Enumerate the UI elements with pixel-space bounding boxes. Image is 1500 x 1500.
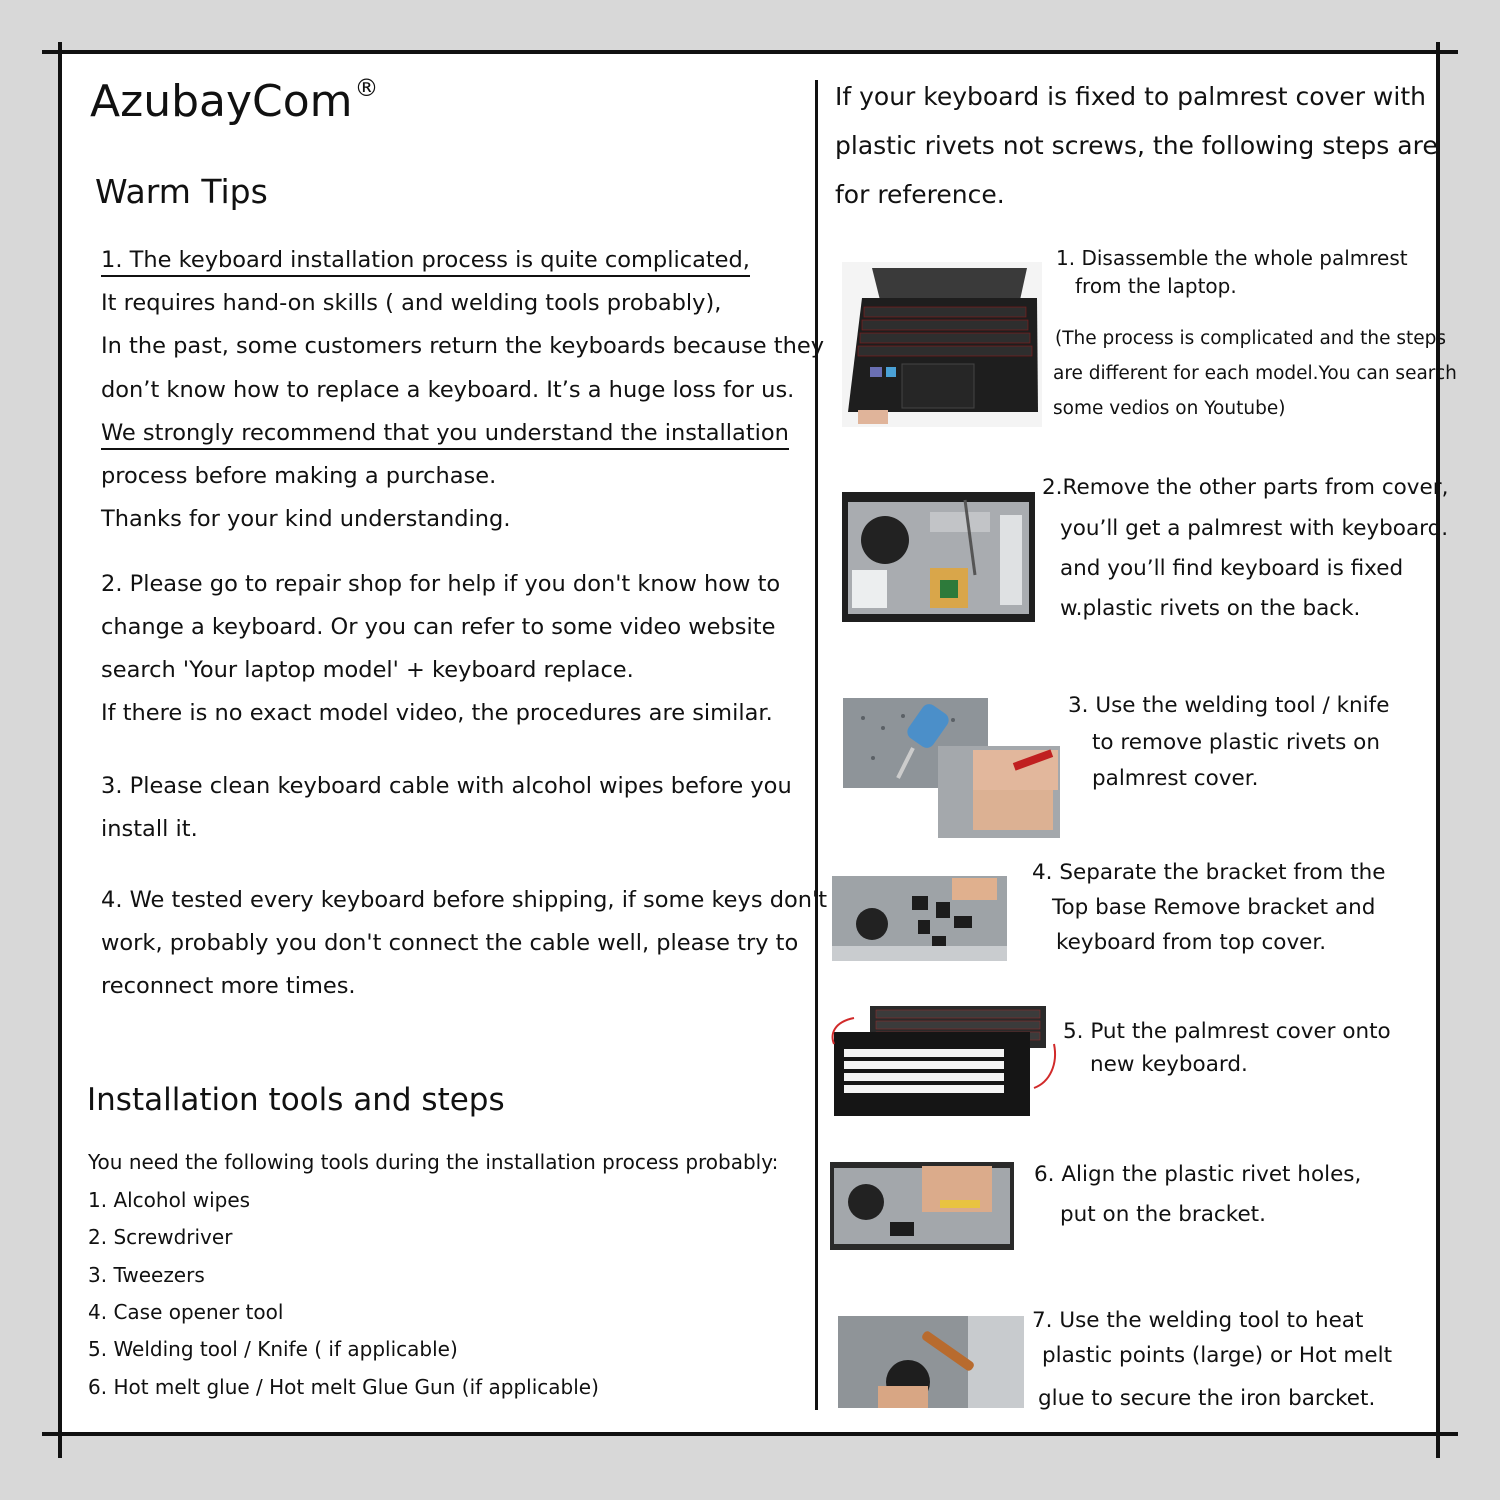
step3-line: palmrest cover.	[1092, 766, 1259, 791]
tip3-line: 3. Please clean keyboard cable with alcohol wipes before you	[101, 773, 792, 799]
tip2-line: 2. Please go to repair shop for help if you don't know how to	[101, 571, 781, 597]
rivets-intro-line: for reference.	[835, 180, 1005, 209]
tip3-line: install it.	[101, 816, 198, 842]
tip1-line: It requires hand-on skills ( and welding tools probably),	[101, 290, 722, 316]
tip1-line: Thanks for your kind understanding.	[101, 506, 511, 532]
bracket-photo	[832, 876, 1007, 961]
step7-line: glue to secure the iron barcket.	[1038, 1386, 1376, 1411]
step6-line: 6. Align the plastic rivet holes,	[1034, 1162, 1362, 1187]
frame-top	[42, 50, 1458, 54]
step5-line: 5. Put the palmrest cover onto	[1063, 1019, 1391, 1044]
tool-item: 6. Hot melt glue / Hot melt Glue Gun (if applicable)	[88, 1375, 599, 1399]
step2-line: 2.Remove the other parts from cover,	[1042, 475, 1449, 500]
step1-note-line: some vedios on Youtube)	[1053, 398, 1286, 419]
step3-line: 3. Use the welding tool / knife	[1068, 693, 1390, 718]
step1-note-line: are different for each model.You can search	[1053, 363, 1457, 384]
tip2-line: change a keyboard. Or you can refer to some video website	[101, 614, 776, 640]
step6-line: put on the bracket.	[1060, 1202, 1266, 1227]
step5-line: new keyboard.	[1090, 1052, 1248, 1077]
tip4-line: work, probably you don't connect the cable well, please try to	[101, 930, 799, 956]
tip1-line: We strongly recommend that you understand the installation	[101, 420, 789, 446]
brand-logo: AzubayCom®	[90, 74, 379, 127]
tool-item: 1. Alcohol wipes	[88, 1188, 251, 1212]
warm-tips-title: Warm Tips	[95, 172, 268, 211]
step2-line: w.plastic rivets on the back.	[1060, 596, 1361, 621]
tip1-line: In the past, some customers return the keyboards because they	[101, 333, 825, 359]
tip1-line: don’t know how to replace a keyboard. It’s a huge loss for us.	[101, 377, 795, 403]
column-divider	[815, 80, 818, 1410]
step1-line: from the laptop.	[1075, 274, 1237, 298]
align-photo	[830, 1162, 1014, 1250]
step4-line: 4. Separate the bracket from the	[1032, 860, 1386, 885]
step1-line: 1. Disassemble the whole palmrest	[1056, 246, 1408, 270]
frame-bottom	[42, 1432, 1458, 1436]
tool-item: 5. Welding tool / Knife ( if applicable)	[88, 1337, 458, 1361]
tip1-line: 1. The keyboard installation process is quite complicated,	[101, 247, 750, 273]
step2-line: and you’ll find keyboard is fixed	[1060, 556, 1404, 581]
tip2-line: search 'Your laptop model' + keyboard replace.	[101, 657, 634, 683]
tools-intro: You need the following tools during the installation process probably:	[88, 1150, 779, 1174]
tools-title: Installation tools and steps	[87, 1082, 505, 1118]
step4-line: keyboard from top cover.	[1056, 930, 1327, 955]
welding-photo	[843, 698, 1060, 838]
rivets-intro-line: plastic rivets not screws, the following steps are	[835, 131, 1438, 160]
heat-photo	[838, 1316, 1024, 1408]
step7-line: 7. Use the welding tool to heat	[1032, 1308, 1364, 1333]
frame-left	[58, 42, 62, 1458]
step4-line: Top base Remove bracket and	[1052, 895, 1376, 920]
step1-note-line: (The process is complicated and the steps	[1055, 328, 1447, 349]
tool-item: 4. Case opener tool	[88, 1300, 284, 1324]
tip4-line: reconnect more times.	[101, 973, 356, 999]
frame-right	[1436, 42, 1440, 1458]
laptop-photo	[842, 262, 1042, 427]
palmrest-photo	[840, 490, 1037, 624]
tool-item: 3. Tweezers	[88, 1263, 205, 1287]
tip4-line: 4. We tested every keyboard before shipping, if some keys don't	[101, 887, 828, 913]
tip1-line: process before making a purchase.	[101, 463, 497, 489]
step2-line: you’ll get a palmrest with keyboard.	[1060, 516, 1449, 541]
rivets-intro-line: If your keyboard is fixed to palmrest cover with	[835, 82, 1426, 111]
tip2-line: If there is no exact model video, the procedures are similar.	[101, 700, 773, 726]
step3-line: to remove plastic rivets on	[1092, 730, 1380, 755]
keyboard-cover-photo	[824, 1004, 1060, 1118]
tool-item: 2. Screwdriver	[88, 1225, 233, 1249]
step7-line: plastic points (large) or Hot melt	[1042, 1343, 1393, 1368]
